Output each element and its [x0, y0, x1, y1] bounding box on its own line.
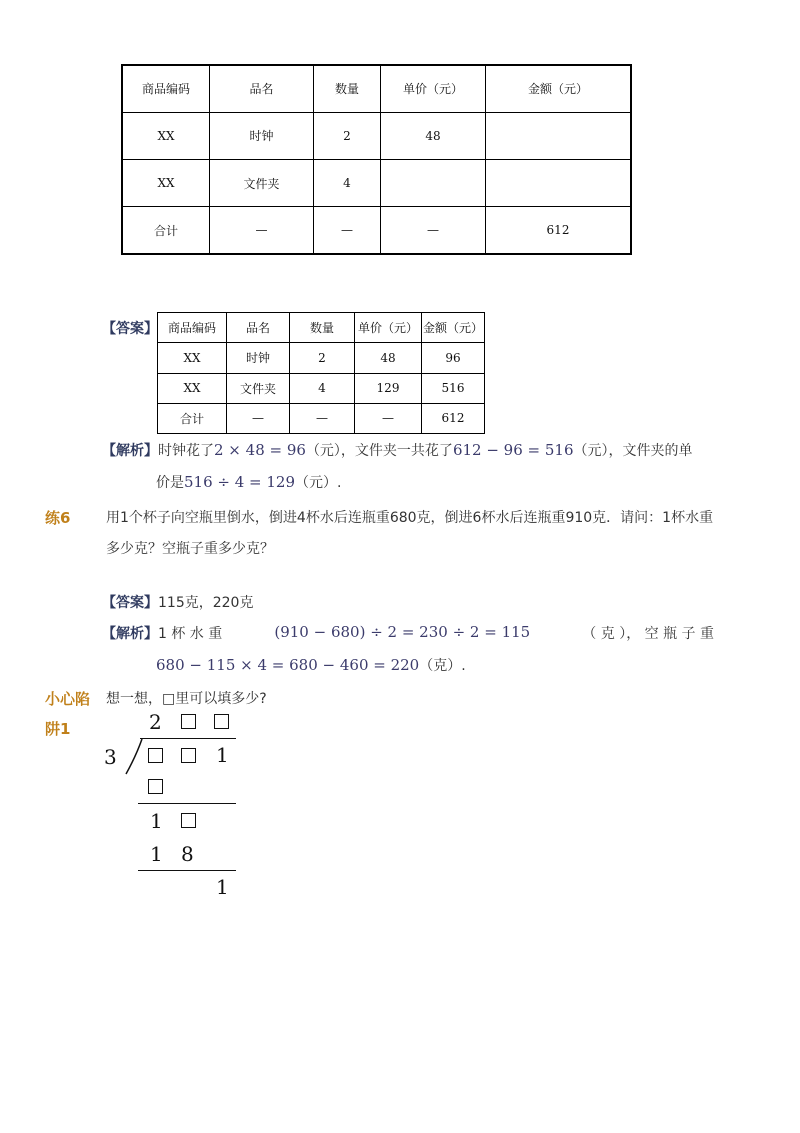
answer-line [102, 592, 253, 612]
header-cell: 商品编码 [122, 65, 210, 112]
table-cell: 129 [355, 373, 422, 403]
table-header-row [122, 65, 631, 112]
table-cell: XX [122, 112, 210, 159]
table-cell: 2 [290, 343, 355, 373]
analysis-tag: 【解析】 [102, 443, 158, 459]
blank-box [181, 813, 196, 828]
analysis-block-2 [102, 623, 722, 683]
blank-box [148, 779, 163, 794]
analysis-text: （ 克 ）， 空 瓶 子 重 [582, 626, 714, 642]
table-cell: — [355, 403, 422, 433]
table-header-row [158, 313, 485, 343]
analysis-text: 价是 [156, 475, 184, 491]
math-expression: 612 − 96 = 516 [452, 441, 574, 459]
table-row [158, 343, 485, 373]
analysis-text: （元）. [295, 475, 342, 491]
analysis-line [102, 440, 693, 460]
table-row [158, 403, 485, 433]
table-cell: 612 [422, 403, 485, 433]
header-cell: 金额（元） [486, 65, 632, 112]
remainder-digit: 1 [216, 875, 229, 899]
exercise-question-line: 多少克？空瓶子重多少克？ [106, 541, 274, 557]
analysis-text: 时钟花了 [158, 443, 214, 459]
table-cell: — [227, 403, 290, 433]
table-cell: 48 [381, 112, 486, 159]
blank-box [181, 714, 196, 729]
table-cell: 文件夹 [227, 373, 290, 403]
table-cell: 4 [290, 373, 355, 403]
table-cell: — [381, 207, 486, 254]
math-expression: 680 − 115 × 4 = 680 − 460 = 220 [156, 656, 420, 674]
table-cell [486, 112, 632, 159]
table-cell: 4 [314, 160, 381, 207]
table-cell: 合计 [122, 207, 210, 254]
analysis-text: （元），文件夹的单 [573, 443, 693, 459]
header-cell: 数量 [290, 313, 355, 343]
trap-label: 阱1 [45, 720, 71, 738]
table-row [122, 160, 631, 207]
answer-tag: 【答案】 [102, 595, 158, 611]
table-cell [486, 160, 632, 207]
partial-digit: 8 [181, 842, 194, 866]
answer-table [157, 312, 485, 434]
table-row [158, 373, 485, 403]
blank-box [214, 714, 229, 729]
math-expression: 2 × 48 = 96 [214, 441, 306, 459]
table-cell: 时钟 [227, 343, 290, 373]
table-cell: — [314, 207, 381, 254]
math-expression: 516 ÷ 4 = 129 [184, 473, 296, 491]
answer-tag: 【答案】 [102, 321, 158, 337]
analysis-text: （克）. [419, 658, 466, 674]
analysis-prefix [102, 623, 222, 643]
table-cell: 516 [422, 373, 485, 403]
table-cell: 96 [422, 343, 485, 373]
header-cell: 单价（元） [355, 313, 422, 343]
analysis-text: 1 杯 水 重 [158, 626, 223, 642]
price-table [121, 64, 632, 255]
trap-prompt: 想一想，□里可以填多少? [106, 691, 267, 707]
subtraction-line [138, 803, 236, 804]
header-cell: 品名 [210, 65, 314, 112]
analysis-text: （元），文件夹一共花了 [305, 443, 453, 459]
subtraction-line [138, 870, 236, 871]
table-cell: 时钟 [210, 112, 314, 159]
math-expression: (910 − 680) ÷ 2 = 230 ÷ 2 = 115 [274, 623, 531, 641]
header-cell: 单价（元） [381, 65, 486, 112]
header-cell: 品名 [227, 313, 290, 343]
blank-box [181, 748, 196, 763]
analysis-line [102, 623, 714, 643]
analysis-line [156, 655, 466, 675]
exercise-question-line: 用1个杯子向空瓶里倒水，倒进4杯水后连瓶重680克，倒进6杯水后连瓶重910克．请问：1杯水重 [106, 510, 714, 526]
table-row [122, 207, 631, 254]
header-cell: 商品编码 [158, 313, 227, 343]
trap-label: 小心陷 [45, 690, 91, 708]
header-cell: 金额（元） [422, 313, 485, 343]
blank-box [148, 748, 163, 763]
division-bar [140, 738, 236, 739]
table-cell: — [210, 207, 314, 254]
divisor: 3 [104, 745, 117, 769]
partial-digit: 1 [150, 809, 163, 833]
table-cell: 612 [486, 207, 632, 254]
table-cell: 48 [355, 343, 422, 373]
exercise-label: 练6 [45, 509, 71, 527]
table-cell: 文件夹 [210, 160, 314, 207]
table-row [122, 112, 631, 159]
analysis-block-1 [102, 440, 722, 500]
analysis-tag: 【解析】 [102, 626, 158, 642]
table-cell: 合计 [158, 403, 227, 433]
table-cell: XX [122, 160, 210, 207]
quotient-digit: 2 [149, 710, 162, 734]
table-cell: — [290, 403, 355, 433]
header-cell: 数量 [314, 65, 381, 112]
analysis-line [156, 472, 341, 492]
partial-digit: 1 [150, 842, 163, 866]
dividend-digit: 1 [216, 743, 229, 767]
table-cell: XX [158, 343, 227, 373]
table-cell [381, 160, 486, 207]
table-cell: 2 [314, 112, 381, 159]
answer-text: 115克，220克 [158, 595, 254, 611]
table-cell: XX [158, 373, 227, 403]
division-bracket [122, 738, 144, 776]
